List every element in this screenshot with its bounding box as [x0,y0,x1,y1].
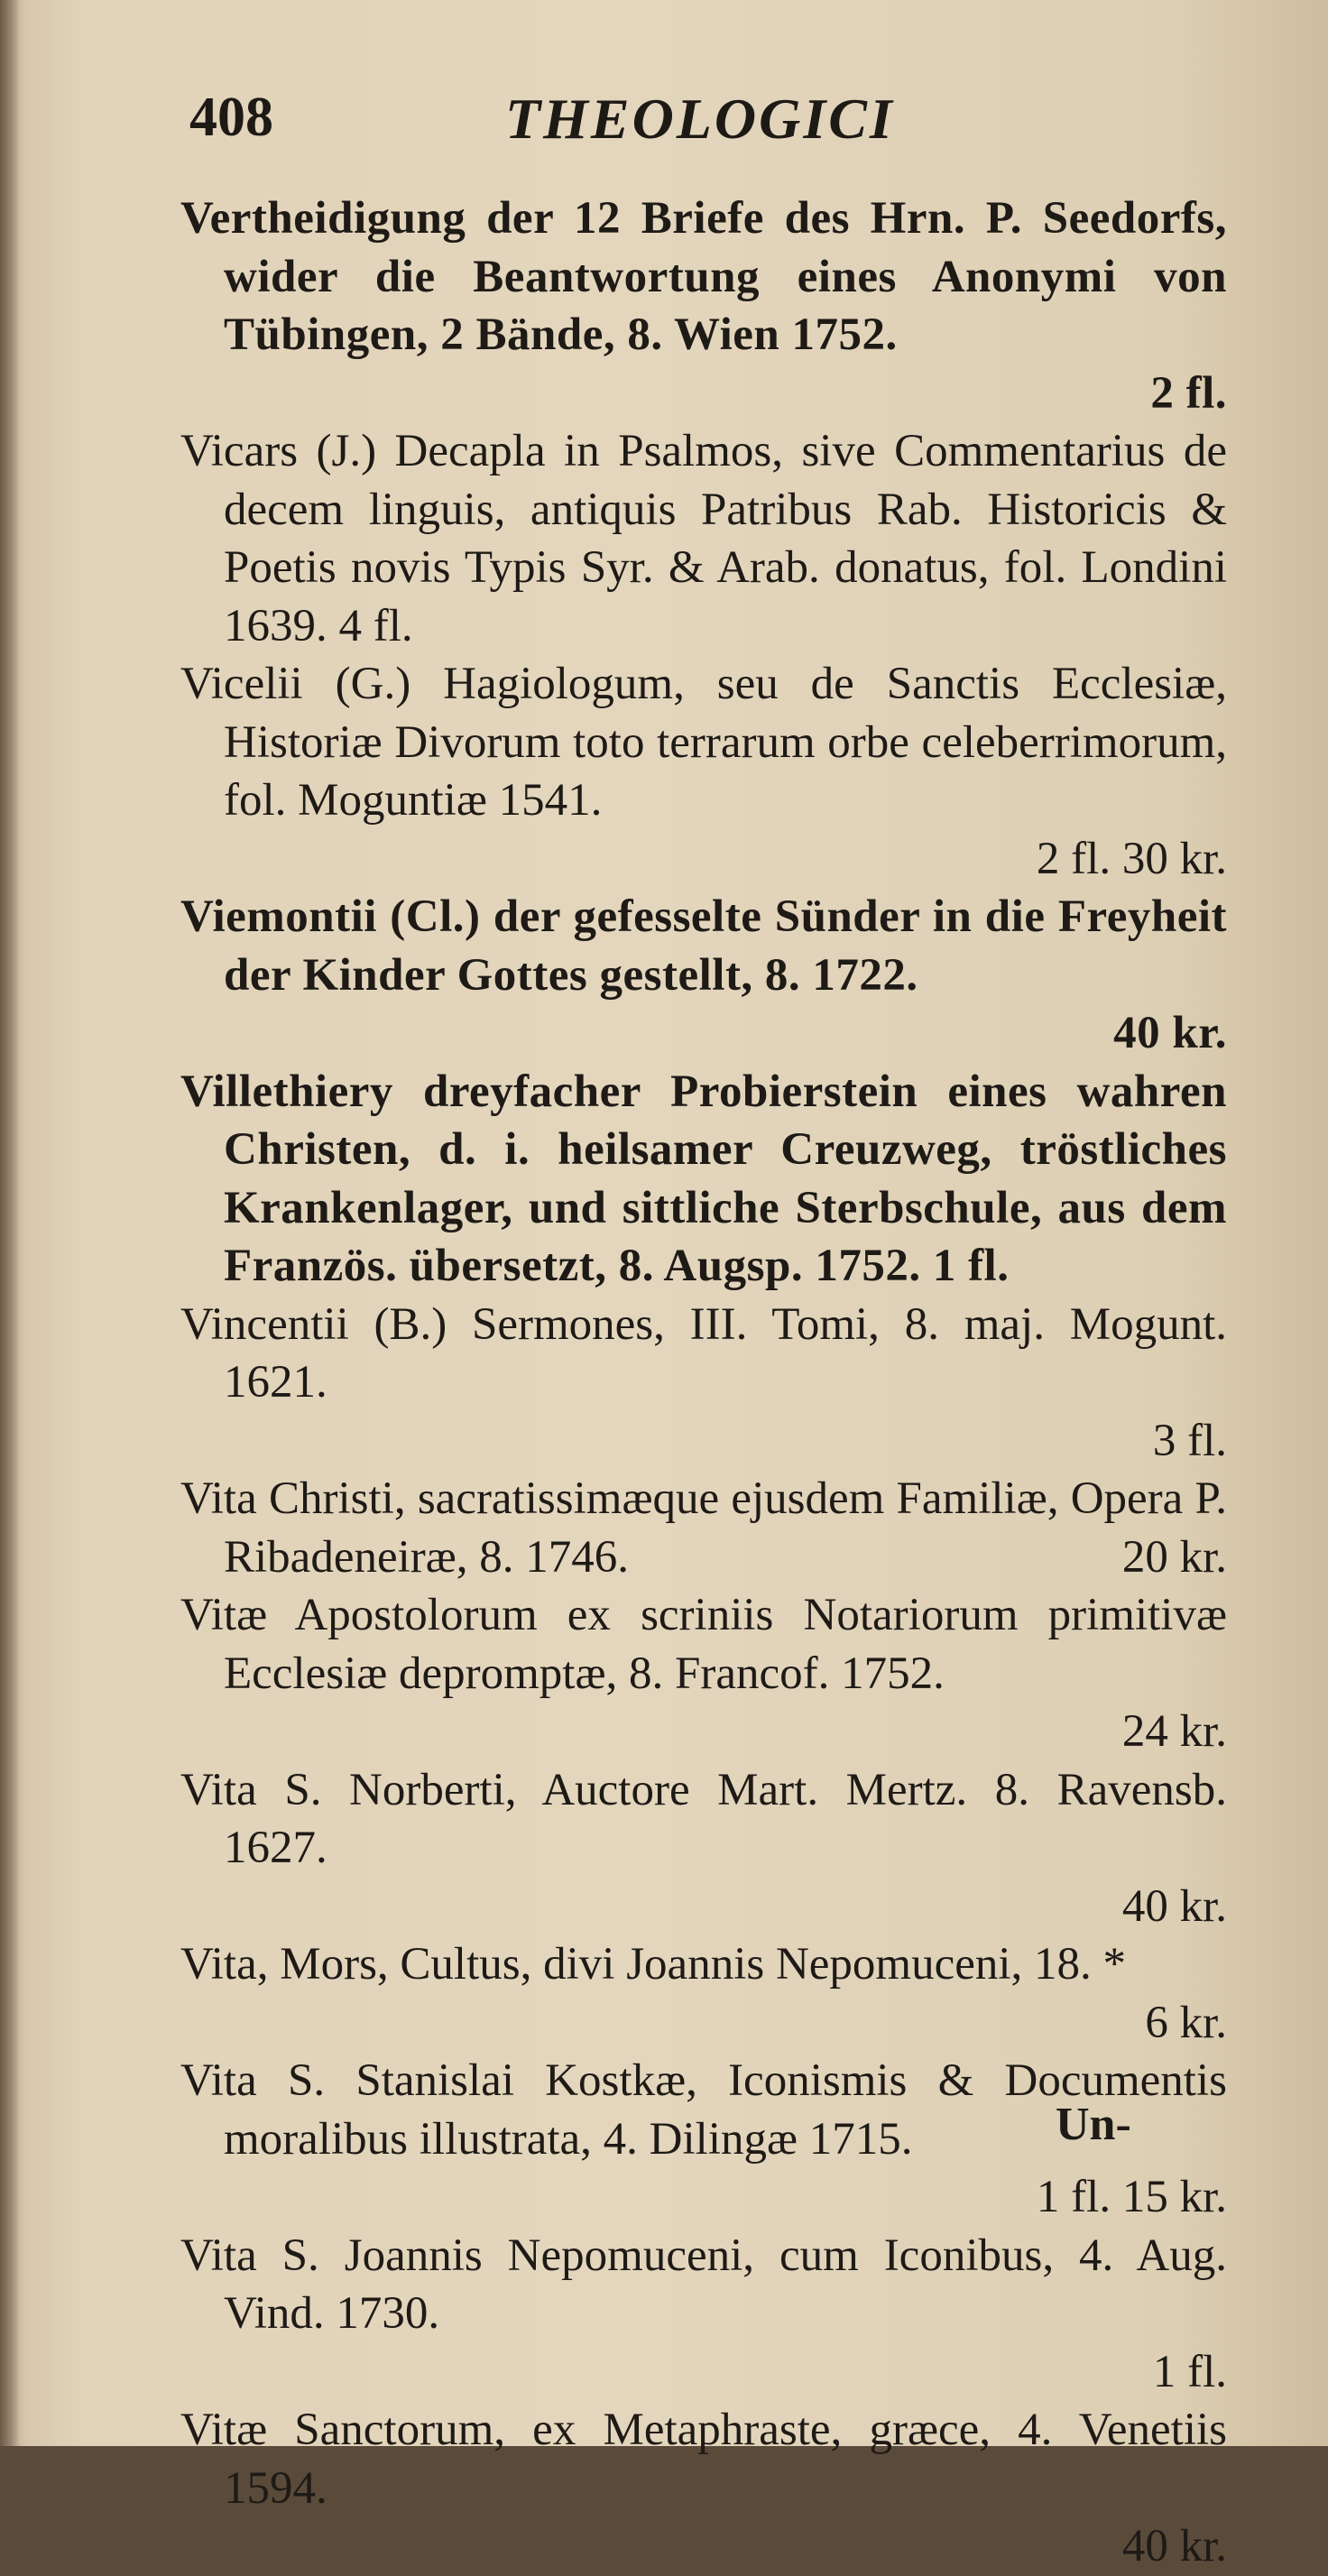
entry-text: Viemontii (Cl.) der gefesselte Sünder in die Freyheit der Kinder Gottes gestellt, 8. 1722. [180,891,1227,1001]
catalog-entry [180,189,1227,422]
entry-price: 1 fl. [1152,2346,1227,2397]
entry-price: 6 kr. [1145,1997,1227,2048]
entry-text: Vicelii (G.) Hagiologum, seu de Sanctis Ecclesiæ, Historiæ Divorum toto terrarum orbe celeberrimorum, fol. Moguntiæ 1541. [180,659,1227,826]
entry-text: Vita S. Joannis Nepomuceni, cum Iconibus, 4. Aug. Vind. 1730. [180,2230,1227,2339]
catalog-entry [180,1586,1227,1761]
entry-price: 1 fl. 15 kr. [1036,2172,1227,2222]
entry-price: 40 kr. [1121,1880,1227,1932]
catalog-entry [180,1761,1227,1936]
page-gutter [0,0,20,2446]
entry-text: Vita, Mors, Cultus, divi Joannis Nepomuceni, 18. * [180,1939,1127,1990]
catalog-entry [180,2227,1227,2402]
entry-price: 1 fl. [932,1241,1010,1291]
entry-text: Vitæ Apostolorum ex scriniis Notariorum primitivæ Ecclesiæ depromptæ, 8. Francof. 1752. [180,1590,1227,1699]
entry-text: Vita S. Stanislai Kostkæ, Iconismis & Documentis moralibus illustrata, 4. Dilingæ 1715. [180,2055,1227,2165]
entry-price: 2 fl. [1150,367,1227,419]
entry-price: 20 kr. [1121,1531,1227,1583]
page-title: THEOLOGICI [505,87,895,151]
catalog-entry [180,1935,1227,2052]
catalog-entry [180,2401,1227,2576]
catalog-entry [180,1063,1227,1296]
catalog-entry [180,655,1227,888]
entry-text: Vicars (J.) Decapla in Psalmos, sive Commentarius de decem linguis, antiquis Patribus Rab. Historicis & Poetis novis Typis Syr. & Arab. donatus, fol. Londini 1639. [180,426,1227,651]
catalog-entry [180,1296,1227,1471]
page-number: 408 [189,87,273,148]
entry-text: Vincentii (B.) Sermones, III. Tomi, 8. maj. Mogunt. 1621. [180,1298,1227,1408]
catalog-entry [180,888,1227,1063]
entry-text: Vita S. Norberti, Auctore Mart. Mertz. 8. Ravensb. 1627. [180,1764,1227,1873]
entry-price: 3 fl. [1152,1415,1227,1466]
catalog-entries [180,189,1227,2576]
entry-text: Vitæ Sanctorum, ex Metaphraste, græce, 4. Venetiis 1594. [180,2405,1227,2514]
entry-price: 24 kr. [1121,1706,1227,1757]
entry-text: Villethiery dreyfacher Probierstein eines wahren Christen, d. i. heilsamer Creuzweg, tröstliches Krankenlager, und sittliche Sterbschule, aus dem Französ. übersetzt, 8. Augsp. 1752. [180,1066,1227,1291]
entry-text: Vertheidigung der 12 Briefe des Hrn. P. Seedorfs, wider die Beantwortung eines Anonymi von Tübingen, 2 Bände, 8. Wien 1752. [180,193,1227,360]
catalog-entry [180,1470,1227,1586]
entry-text: Vita Christi, sacratissimæque ejusdem Familiæ, Opera P. Ribadeneiræ, 8. 1746. [180,1473,1227,1583]
catalog-entry [180,422,1227,655]
running-head [180,86,1218,167]
catchword: Un- [1056,2099,1131,2150]
entry-price: 4 fl. [338,600,413,651]
entry-price: 40 kr. [1113,1008,1227,1058]
entry-price: 2 fl. 30 kr. [1036,833,1227,884]
entry-price: 40 kr. [1121,2521,1227,2571]
